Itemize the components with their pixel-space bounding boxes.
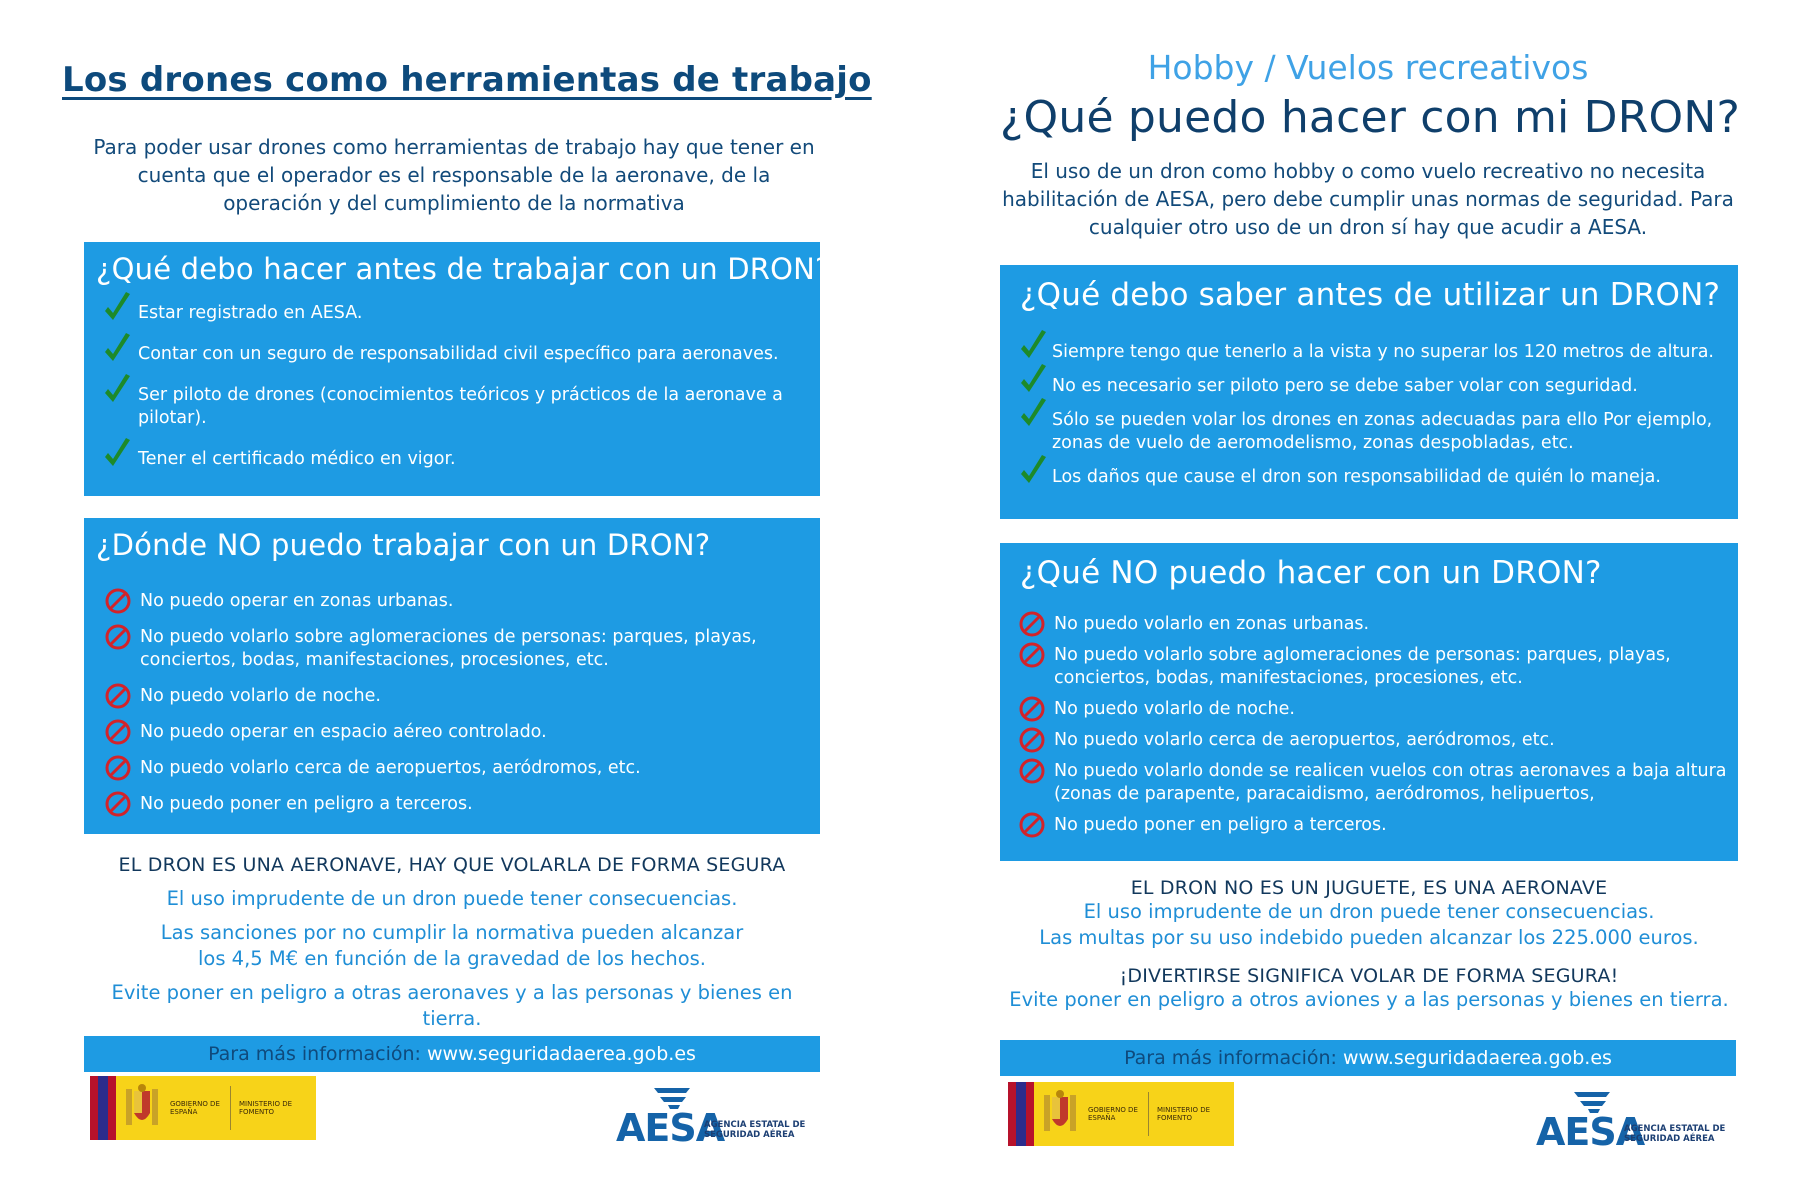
list-item [102,384,802,430]
aesa-logo [1536,1088,1746,1158]
before-using-list [1018,341,1733,500]
left-intro: Para poder usar drones como herramientas de trabajo hay que tener en cuenta que el operador es el responsable de la aeronave, de la operación y del cumplimiento de la normativa [93,135,815,215]
check-icon [1018,397,1048,431]
prohibited-icon [1018,811,1046,839]
check-icon [102,332,132,366]
list-item-text: No puedo volarlo de noche. [1054,699,1295,719]
gobierno-text: GOBIERNO DE ESPAÑA [170,1100,220,1116]
list-item-text: No puedo volarlo sobre aglomeraciones de personas: parques, playas, conciertos, bodas, manifestaciones, procesiones, etc. [140,627,757,670]
what-not-do-list [1018,613,1733,845]
list-item-text: No puedo volarlo en zonas urbanas. [1054,614,1370,634]
list-item [102,302,802,325]
prohibited-icon [1018,641,1046,669]
prohibited-icon [104,754,132,782]
before-using-box [1000,265,1738,519]
list-item-text: Los daños que cause el dron son responsabilidad de quién lo maneja. [1052,467,1661,487]
prohibited-icon [104,790,132,818]
where-not-work-list [104,590,804,829]
more-info-link[interactable]: www.seguridadaerea.gob.es [427,1043,696,1065]
footer-line: El uso imprudente de un dron puede tener consecuencias. [166,887,738,910]
list-item [102,448,802,471]
list-item-text: No es necesario ser piloto pero se debe saber volar con seguridad. [1052,376,1638,396]
prohibited-icon [1018,726,1046,754]
right-intro: El uso de un dron como hobby o como vuelo recreativo no necesita habilitación de AESA, pero debe cumplir unas normas de seguridad. Para cualquier otro uso de un dron sí hay que acudir a AESA. [1002,159,1734,239]
list-item [104,757,804,780]
list-item-text: Tener el certificado médico en vigor. [138,449,456,469]
safety-headline: EL DRON ES UNA AERONAVE, HAY QUE VOLARLA DE FORMA SEGURA [118,854,786,876]
right-supertitle: Hobby / Vuelos recreativos [1147,48,1589,87]
list-item [104,793,804,816]
what-not-do-box [1000,543,1738,861]
list-item [1018,698,1733,721]
list-item [1018,814,1733,837]
have-fun-headline: ¡DIVERTIRSE SIGNIFICA VOLAR DE FORMA SEGURA! [1119,965,1619,987]
footer-line: Las multas por su uso indebido pueden alcanzar los 225.000 euros. [1039,926,1699,949]
more-info-label: Para más información: [208,1043,421,1065]
list-item [102,343,802,366]
left-footer [84,854,820,1032]
coat-of-arms-icon [122,1083,162,1133]
before-working-box [84,242,831,496]
list-item-text: No puedo operar en espacio aéreo controlado. [140,722,547,742]
what-not-do-title: ¿Qué NO puedo hacer con un DRON? [1020,555,1602,591]
list-item [1018,375,1733,398]
aesa-subtitle: AGENCIA ESTATAL DE SEGURIDAD AÉREA [1624,1124,1726,1144]
list-item-text: Sólo se pueden volar los drones en zonas adecuadas para ello Por ejemplo, zonas de vuelo de aeromodelismo, zonas despobladas, etc. [1052,410,1713,453]
check-icon [102,437,132,471]
more-info-label: Para más información: [1124,1047,1337,1069]
list-item-text: No puedo volarlo cerca de aeropuertos, aeródromos, etc. [1054,730,1555,750]
list-item-text: No puedo poner en peligro a terceros. [140,794,473,814]
list-item [1018,644,1733,690]
list-item [1018,466,1733,489]
gobierno-text: GOBIERNO DE ESPAÑA [1088,1106,1138,1122]
more-info-bar [1000,1040,1736,1076]
list-item-text: Siempre tengo que tenerlo a la vista y no superar los 120 metros de altura. [1052,342,1714,362]
before-using-title: ¿Qué debo saber antes de utilizar un DRON? [1020,277,1721,313]
list-item-text: No puedo operar en zonas urbanas. [140,591,454,611]
flag-stripes [90,1076,116,1140]
not-a-toy-headline: EL DRON NO ES UN JUGUETE, ES UNA AERONAVE [1130,877,1608,899]
coat-of-arms-icon [1040,1089,1080,1139]
footer-line: El uso imprudente de un dron puede tener consecuencias. [1083,900,1655,923]
list-item-text: Contar con un seguro de responsabilidad civil específico para aeronaves. [138,344,779,364]
footer-line: Evite poner en peligro a otras aeronaves y a las personas y bienes en tierra. [111,981,793,1030]
check-icon [1018,363,1048,397]
gobierno-espana-logo [90,1076,316,1140]
before-working-title: ¿Qué debo hacer antes de trabajar con un DRON? [96,252,831,286]
prohibited-icon [1018,695,1046,723]
gobierno-espana-logo [1008,1082,1234,1146]
list-item [104,590,804,613]
list-item-text: No puedo volarlo sobre aglomeraciones de personas: parques, playas, conciertos, bodas, manifestaciones, procesiones, etc. [1054,645,1671,688]
list-item [1018,729,1733,752]
where-not-work-title: ¿Dónde NO puedo trabajar con un DRON? [96,528,711,562]
list-item [104,685,804,708]
list-item-text: No puedo volarlo cerca de aeropuertos, aeródromos, etc. [140,758,641,778]
aesa-subtitle: AGENCIA ESTATAL DE SEGURIDAD AÉREA [704,1120,806,1140]
ministerio-text: MINISTERIO DE FOMENTO [1157,1106,1211,1122]
footer-line: Las sanciones por no cumplir la normativa pueden alcanzar los 4,5 M€ en función de la gravedad de los hechos. [160,921,744,970]
before-working-list [102,302,802,489]
list-item-text: Ser piloto de drones (conocimientos teóricos y prácticos de la aeronave a pilotar). [138,385,783,428]
aesa-wordmark: AESA [1536,1110,1645,1154]
right-footer [1000,877,1738,1013]
ministerio-text: MINISTERIO DE FOMENTO [239,1100,293,1116]
list-item [1018,341,1733,364]
list-item-text: Estar registrado en AESA. [138,303,363,323]
prohibited-icon [104,587,132,615]
footer-line: Evite poner en peligro a otros aviones y a las personas y bienes en tierra. [1009,988,1729,1011]
aesa-logo [616,1084,826,1154]
flag-stripes [1008,1082,1034,1146]
list-item [1018,760,1733,806]
list-item-text: No puedo volarlo de noche. [140,686,381,706]
list-item [1018,409,1733,455]
prohibited-icon [104,623,132,651]
list-item [104,626,804,672]
list-item [104,721,804,744]
more-info-link[interactable]: www.seguridadaerea.gob.es [1343,1047,1612,1069]
list-item-text: No puedo volarlo donde se realicen vuelos con otras aeronaves a baja altura (zonas de parapente, paracaidismo, aeródromos, helipuertos, [1054,761,1727,804]
list-item [1018,613,1733,636]
right-page-title: ¿Qué puedo hacer con mi DRON? [999,92,1741,143]
where-not-work-box [84,518,820,834]
check-icon [1018,329,1048,363]
left-page-title: Los drones como herramientas de trabajo [62,60,872,100]
prohibited-icon [104,718,132,746]
more-info-bar [84,1036,820,1072]
list-item-text: No puedo poner en peligro a terceros. [1054,815,1387,835]
check-icon [102,291,132,325]
aesa-wordmark: AESA [616,1106,725,1150]
prohibited-icon [1018,610,1046,638]
check-icon [1018,454,1048,488]
check-icon [102,373,132,407]
prohibited-icon [1018,757,1046,785]
prohibited-icon [104,682,132,710]
